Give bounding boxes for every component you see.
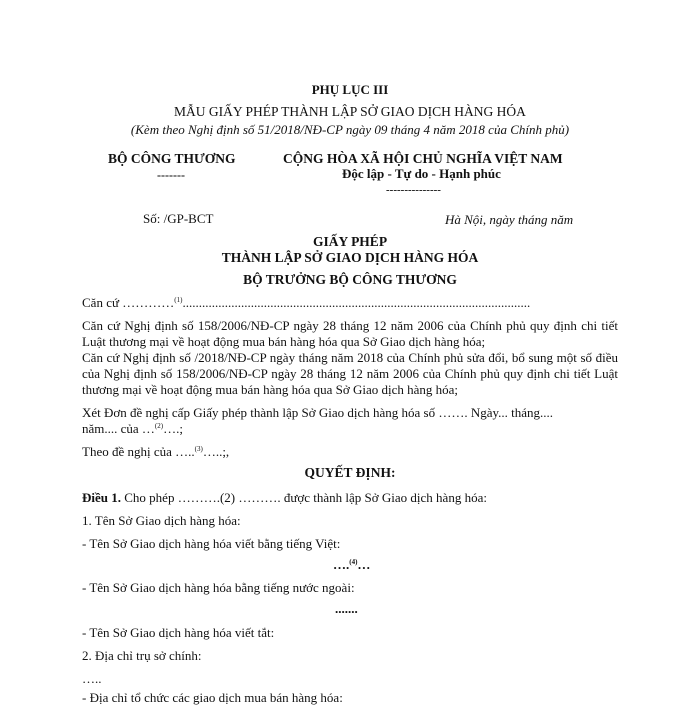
can-cu-dots: ...........................................................................................................: [182, 295, 531, 310]
item-2-address: 2. Địa chỉ trụ sở chính:: [82, 648, 202, 663]
application-line-2: [82, 421, 183, 437]
name-vietnamese: - Tên Sở Giao dịch hàng hóa viết bằng tiếng Việt:: [82, 536, 341, 551]
basis-decree-2018: Căn cứ Nghị định số /2018/NĐ-CP ngày tháng năm 2018 của Chính phủ sửa đổi, bổ sung một số điều của Nghị định số 158/2006/NĐ-CP ngày 28 tháng 12 năm 2006 của Chính phủ quy định chi tiết Luật thương mại về hoạt động mua bán hàng hóa qua Sở Giao dịch hàng hóa;: [82, 350, 618, 397]
name-foreign: - Tên Sở Giao dịch hàng hóa bằng tiếng nước ngoài:: [82, 580, 355, 595]
trading-address: - Địa chỉ tổ chức các giao dịch mua bán hàng hóa:: [82, 690, 343, 705]
footnote-marker-3: (3): [194, 445, 203, 453]
decision-heading: QUYẾT ĐỊNH:: [304, 465, 396, 480]
article-1: [82, 490, 487, 506]
article-1-text: Cho phép ……….(2) ………. được thành lập Sở Giao dịch hàng hóa:: [121, 490, 487, 505]
address-fill: …..: [82, 671, 102, 686]
footnote-marker-1: (1): [174, 296, 183, 304]
issuer-name: BỘ CÔNG THƯƠNG: [108, 151, 236, 166]
name-foreign-fill: .......: [335, 601, 358, 616]
footnote-marker-2: (2): [154, 422, 164, 430]
name-vn-fill-a: ….: [333, 557, 350, 572]
application-suffix: ….;: [163, 421, 183, 436]
appendix-label: PHỤ LỤC III: [311, 82, 389, 97]
proposal-prefix: Theo đề nghị của …..: [82, 444, 195, 459]
basis-decree-158: Căn cứ Nghị định số 158/2006/NĐ-CP ngày 28 tháng 12 năm 2006 của Chính phủ quy định chi tiết Luật thương mại về hoạt động mua bán hàng hóa qua Sở Giao dịch hàng hóa;: [82, 318, 618, 349]
item-1-name: 1. Tên Sở Giao dịch hàng hóa:: [82, 513, 241, 528]
article-1-label: Điều 1.: [82, 490, 121, 505]
issuing-authority: BỘ TRƯỞNG BỘ CÔNG THƯƠNG: [243, 272, 457, 287]
national-motto: Độc lập - Tự do - Hạnh phúc: [342, 166, 501, 181]
name-abbreviation: - Tên Sở Giao dịch hàng hóa viết tắt:: [82, 625, 275, 640]
national-rule: ---------------: [386, 184, 441, 196]
form-title: MẪU GIẤY PHÉP THÀNH LẬP SỞ GIAO DỊCH HÀNG HÓA: [174, 104, 526, 119]
issuer-rule: -------: [157, 168, 185, 182]
document-number: Số: /GP-BCT: [143, 211, 214, 226]
national-name: CỘNG HÒA XÃ HỘI CHỦ NGHĨA VIỆT NAM: [283, 151, 563, 166]
name-vietnamese-fill: [333, 557, 370, 573]
place-date: Hà Nội, ngày tháng năm: [445, 212, 574, 227]
application-prefix: năm.... của …: [82, 421, 155, 436]
name-vn-fill-b: …: [357, 557, 371, 572]
proposal-line: [82, 444, 229, 460]
license-subtitle: THÀNH LẬP SỞ GIAO DỊCH HÀNG HÓA: [221, 250, 479, 265]
attached-note: (Kèm theo Nghị định số 51/2018/NĐ-CP ngày 09 tháng 4 năm 2018 của Chính phủ): [130, 122, 570, 137]
footnote-marker-4: (4): [349, 558, 358, 566]
proposal-suffix: …..;,: [202, 444, 230, 459]
can-cu-prefix: Căn cứ …………: [82, 295, 175, 310]
license-title: GIẤY PHÉP: [312, 234, 388, 249]
basis-can-cu: [82, 295, 530, 311]
application-line-1: Xét Đơn đề nghị cấp Giấy phép thành lập Sở Giao dịch hàng hóa số ……. Ngày... tháng....: [82, 405, 554, 420]
